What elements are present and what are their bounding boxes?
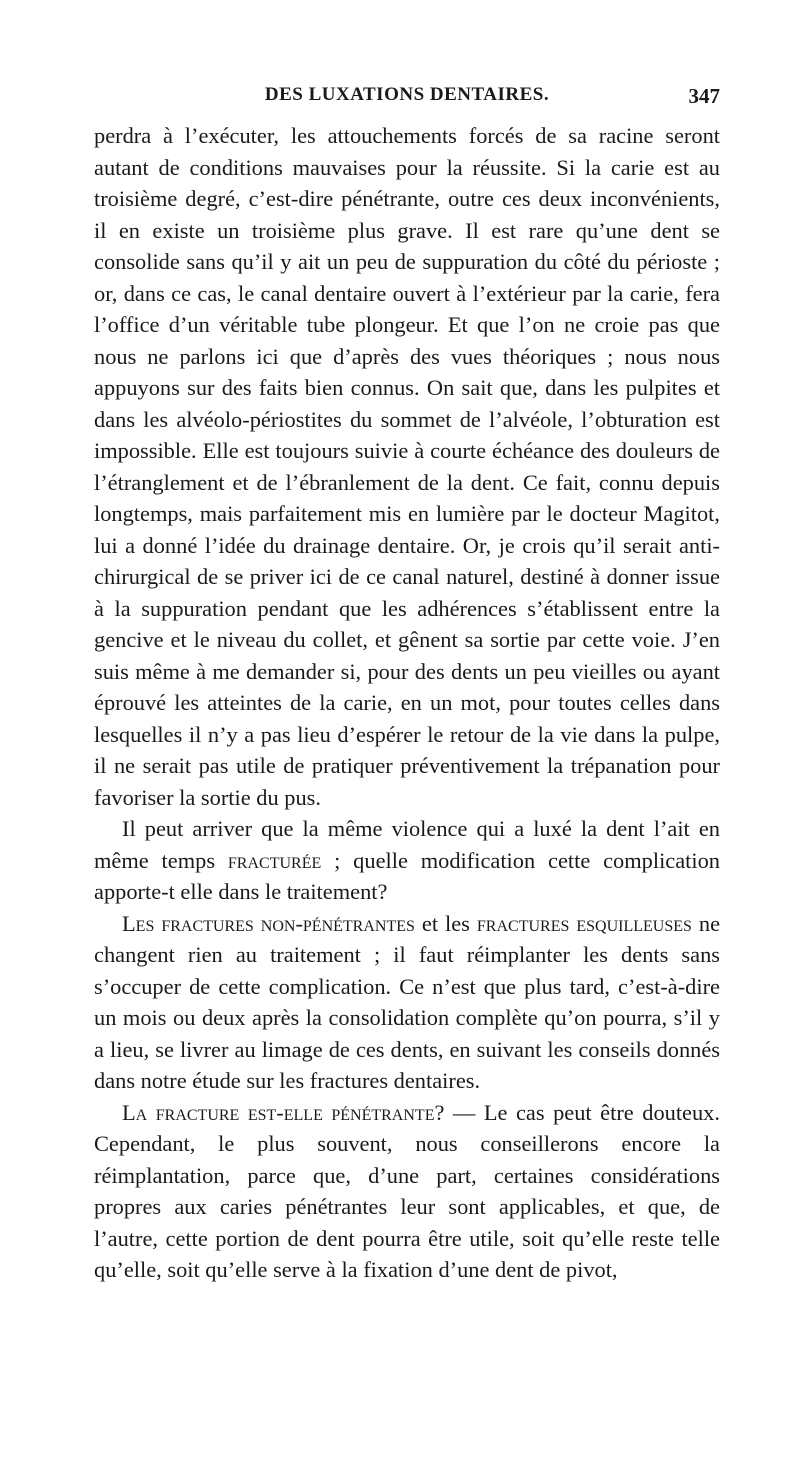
- page-header: [94, 84, 720, 114]
- paragraph-4: [94, 1097, 720, 1286]
- paragraph-4-text: — Le cas peut être douteux. Cependant, le plus souvent, nous conseillerons encore la réimplantation, parce que, d’une part, certaines considérations propres aux caries pénétrantes leur sont applicables, et que, de l’autre, cette portion de dent pourra être utile, soit qu’elle reste telle qu’elle, soit qu’elle serve à la fixation d’une dent de pivot,: [94, 1099, 720, 1282]
- small-caps-heading-penetrante: La fracture est-elle pénétrante?: [122, 1099, 445, 1125]
- paragraph-3-text-a: et les: [414, 910, 477, 936]
- paragraph-3: [94, 908, 720, 1097]
- paragraph-1: perdra à l’exécuter, les attouchements forcés de sa racine seront autant de conditions mauvaises pour la réussite. Si la carie est au troisième degré, c’est-dire pénétrante, outre ces deux inconvénients, il en existe un troisième plus grave. Il est rare qu’une dent se consolide sans qu’il y ait un peu de suppuration du côté du périoste ; or, dans ce cas, le canal dentaire ouvert à l’extérieur par la carie, fera l’office d’un véritable tube plongeur. Et que l’on ne croie pas que nous ne parlons ici que d’après des vues théoriques ; nous nous appuyons sur des faits bien connus. On sait que, dans les pulpites et dans les alvéolo-périostites du sommet de l’alvéole, l’obturation est impossible. Elle est toujours suivie à courte échéance des douleurs de l’étranglement et de l’ébranlement de la dent. Ce fait, connu depuis longtemps, mais parfaitement mis en lumière par le docteur Magitot, lui a donné l’idée du drainage dentaire. Or, je crois qu’il serait anti-chirurgical de se priver ici de ce canal naturel, destiné à donner issue à la suppuration pendant que les adhérences s’établissent entre la gencive et le niveau du collet, et gênent sa sortie par cette voie. J’en suis même à me demander si, pour des dents un peu vieilles ou ayant éprouvé les atteintes de la carie, en un mot, pour toutes celles dans lesquelles il n’y a pas lieu d’espérer le retour de la vie dans la pulpe, il ne serait pas utile de pratiquer préventivement la trépanation pour favoriser la sortie du pus.: [94, 123, 720, 810]
- paragraph-2: [94, 813, 720, 908]
- paragraph-2-text-a: Il peut arriver que la même violence qui a luxé la dent l’ait en même temps: [94, 816, 720, 873]
- body-text: [94, 120, 720, 1286]
- running-head: DES LUXATIONS DENTAIRES.: [264, 84, 550, 105]
- small-caps-heading-esquilleuses: fractures esquilleuses: [476, 910, 692, 936]
- paragraph-2-text-b: ; quelle modification cette complication apporte-t elle dans le traitement?: [94, 847, 721, 904]
- paragraph-3-text-b: ne changent rien au traitement ; il faut réimplanter les dents sans s’occuper de cette complication. Ce n’est que plus tard, c’est-à-dire un mois ou deux après la consolidation complète qu’on pourra, s’il y a lieu, se livrer au limage de ces dents, en suivant les conseils donnés dans notre étude sur les fractures dentaires.: [94, 910, 721, 1093]
- small-caps-term-fracturee: fracturée: [227, 847, 322, 873]
- small-caps-heading-non-penetrantes: Les fractures non-pénétrantes: [122, 910, 415, 936]
- page-number: 347: [688, 84, 720, 108]
